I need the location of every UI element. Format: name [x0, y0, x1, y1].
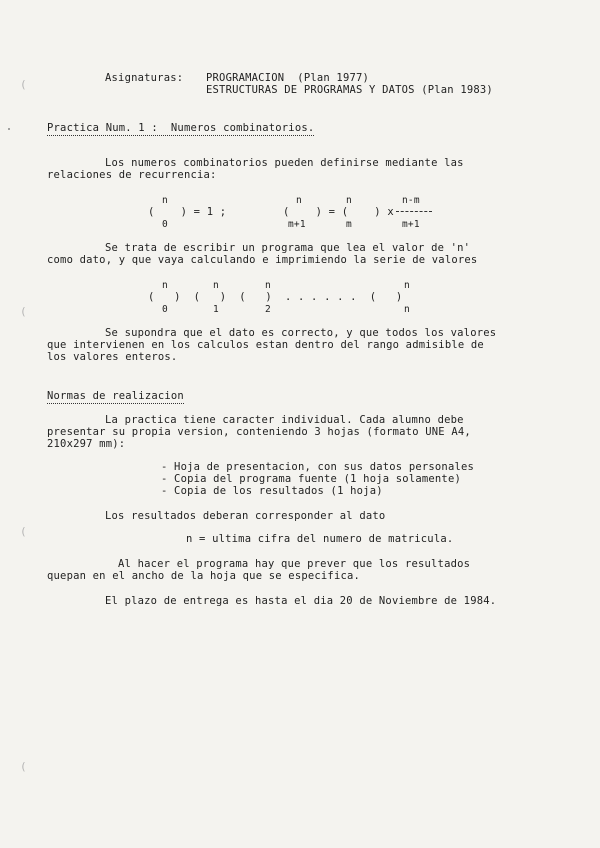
subject-estructuras: ESTRUCTURAS DE PROGRAMAS Y DATOS (Plan 1983)	[206, 84, 493, 96]
series-top-1: n	[213, 280, 219, 291]
series-top-2: n	[265, 280, 271, 291]
scan-mark: (	[20, 760, 27, 773]
normas-line-1: La practica tiene caracter individual. Cada alumno debe	[105, 414, 464, 426]
resultados-text: Los resultados deberan corresponder al dato	[105, 510, 386, 522]
formula1-paren-a: ( ) = 1 ;	[148, 206, 227, 218]
scan-mark: (	[20, 305, 27, 318]
list-item: - Copia del programa fuente (1 hoja solamente)	[161, 473, 461, 485]
formula1-top-b: n	[296, 195, 302, 206]
scan-mark: (	[20, 78, 27, 91]
formula1-bottom-c: m	[346, 219, 352, 230]
dato-text: n = ultima cifra del numero de matricula.	[186, 533, 454, 545]
normas-line-2: presentar su propia version, conteniendo 3 hojas (formato UNE A4,	[47, 426, 471, 438]
formula1-bottom-b: m+1	[288, 219, 306, 230]
formula1-fraction-numerator: n-m	[402, 195, 420, 206]
series-parens: ( ) ( ) ( ) . . . . . . ( )	[148, 291, 403, 303]
subject-programacion: PROGRAMACION (Plan 1977)	[206, 72, 370, 84]
practica-title	[47, 122, 314, 134]
formula1-paren-b: ( ) = ( ) x	[283, 206, 394, 218]
series-bottom-0: 0	[162, 304, 168, 315]
series-bottom-2: 2	[265, 304, 271, 315]
scan-mark: (	[20, 525, 27, 538]
series-bottom-n: n	[404, 304, 410, 315]
normas-title-text: Normas de realizacion	[47, 390, 184, 402]
practica-title-text: Practica Num. 1 : Numeros combinatorios.	[47, 122, 315, 134]
series-bottom-1: 1	[213, 304, 219, 315]
list-item: - Copia de los resultados (1 hoja)	[161, 485, 383, 497]
assume-line-3: los valores enteros.	[47, 351, 178, 363]
assume-line-1: Se supondra que el dato es correcto, y que todos los valores	[105, 327, 497, 339]
normas-line-3: 210x297 mm):	[47, 438, 126, 450]
intro-line-2: relaciones de recurrencia:	[47, 169, 217, 181]
scan-dot	[8, 128, 10, 130]
series-top-n: n	[404, 280, 410, 291]
prever-line-1: Al hacer el programa hay que prever que los resultados	[118, 558, 471, 570]
assume-line-2: que intervienen en los calculos estan dentro del rango admisible de	[47, 339, 484, 351]
prever-line-2: quepan en el ancho de la hoja que se especifica.	[47, 570, 361, 582]
formula1-top-a: n	[162, 195, 168, 206]
plazo-text: El plazo de entrega es hasta el dia 20 de Noviembre de 1984.	[105, 595, 497, 607]
normas-title	[47, 390, 184, 402]
intro-line-1: Los numeros combinatorios pueden definirse mediante las	[105, 157, 464, 169]
formula1-bottom-a: 0	[162, 219, 168, 230]
formula1-top-c: n	[346, 195, 352, 206]
fraction-bar	[396, 211, 432, 212]
formula1-fraction-denominator: m+1	[402, 219, 420, 230]
header-label: Asignaturas:	[105, 72, 184, 84]
list-item: - Hoja de presentacion, con sus datos personales	[161, 461, 475, 473]
series-top-0: n	[162, 280, 168, 291]
task-line-2: como dato, y que vaya calculando e imprimiendo la serie de valores	[47, 254, 478, 266]
task-line-1: Se trata de escribir un programa que lea el valor de 'n'	[105, 242, 471, 254]
